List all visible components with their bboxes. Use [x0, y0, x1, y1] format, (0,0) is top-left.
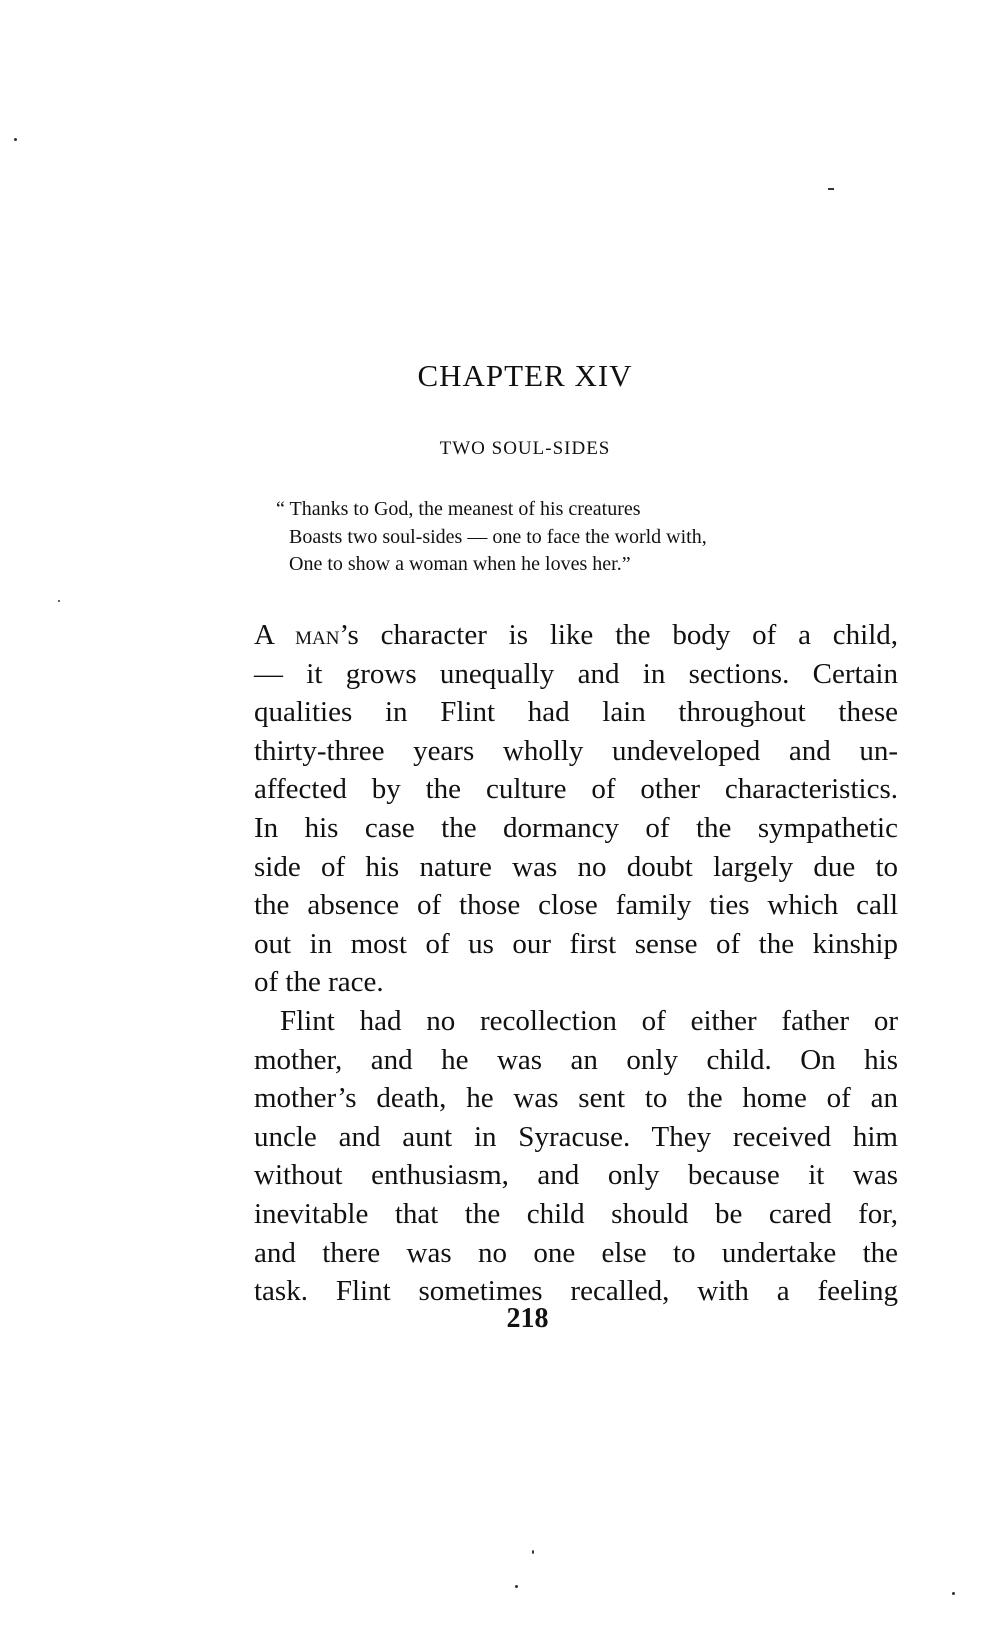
paragraph-line: task. Flint sometimes recalled, with a feeling — [254, 1275, 898, 1308]
scan-speck — [14, 138, 17, 141]
body-text — [254, 616, 898, 1311]
page-number: 218 — [506, 1303, 549, 1334]
paragraph-line: Flint had no recollection of either father or — [280, 1004, 898, 1037]
epigraph-line: Boasts two soul-sides — one to face the world with, — [289, 525, 707, 548]
chapter-subtitle: TWO SOUL-SIDES — [439, 438, 611, 459]
epigraph-line: “ Thanks to God, the meanest of his creatures — [276, 498, 641, 520]
paragraph-line: and there was no one else to undertake the — [254, 1236, 898, 1269]
line-text: ’s character is like the body of a child, — [339, 619, 898, 651]
first-letter: A — [254, 619, 296, 651]
scan-speck — [828, 188, 834, 190]
scan-speck — [532, 1550, 534, 1554]
paragraph-line: affected by the culture of other characteristics. — [254, 773, 898, 806]
paragraph-line: uncle and aunt in Syracuse. They received him — [254, 1120, 898, 1153]
paragraph-line: In his case the dormancy of the sympathetic — [254, 811, 898, 844]
scan-speck — [952, 1592, 955, 1595]
small-caps-word: man — [295, 619, 340, 650]
paragraph-line: thirty-three years wholly undeveloped and un- — [254, 734, 898, 767]
paragraph-line: mother, and he was an only child. On his — [254, 1043, 898, 1076]
paragraph-line: — it grows unequally and in sections. Certain — [254, 657, 898, 690]
chapter-title: CHAPTER XIV — [417, 358, 633, 393]
epigraph-line: One to show a woman when he loves her.” — [289, 553, 631, 575]
paragraph-line — [254, 616, 898, 655]
paragraph-line: out in most of us our first sense of the kinship — [254, 927, 898, 960]
paragraph-line: mother’s death, he was sent to the home of an — [254, 1082, 898, 1115]
paragraph-line: the absence of those close family ties which call — [254, 889, 898, 922]
epigraph — [276, 496, 707, 579]
scan-speck — [515, 1585, 518, 1588]
paragraph-line: qualities in Flint had lain throughout these — [254, 696, 898, 729]
scan-speck — [58, 600, 60, 602]
paragraph-line: inevitable that the child should be cared for, — [254, 1197, 898, 1230]
paragraph-line: of the race. — [254, 966, 384, 999]
paragraph-line: without enthusiasm, and only because it was — [254, 1159, 898, 1192]
paragraph-line: side of his nature was no doubt largely due to — [254, 850, 898, 883]
